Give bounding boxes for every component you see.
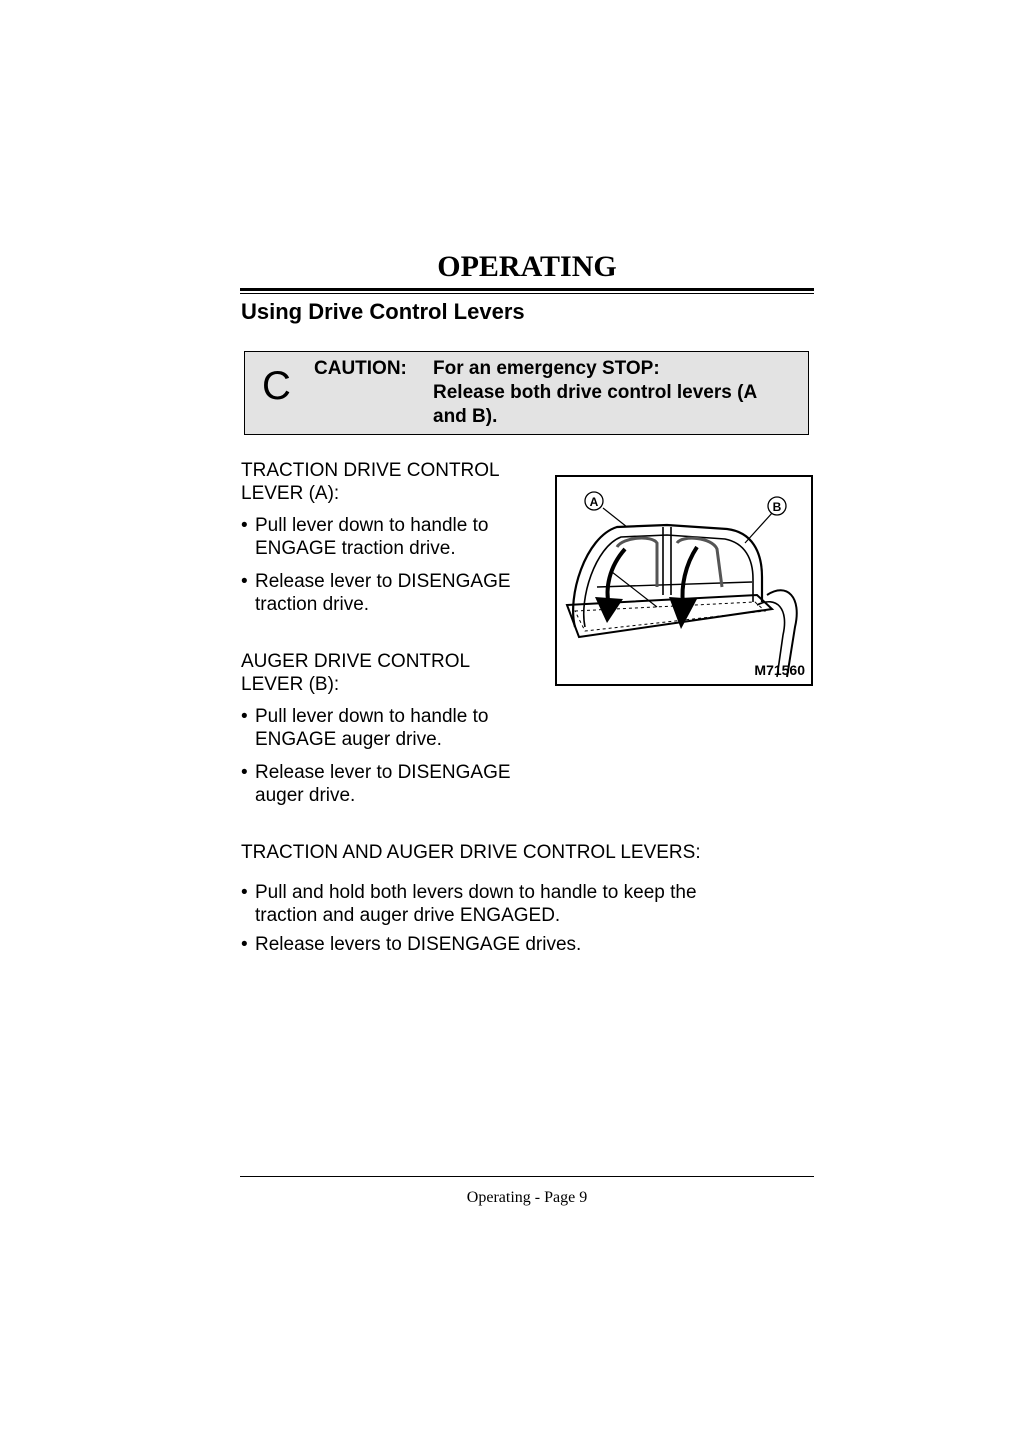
both-bullet-2: Release levers to DISENGAGE drives. <box>255 934 582 955</box>
callout-b: B <box>772 500 782 514</box>
lever-illustration <box>555 475 813 686</box>
caution-label: CAUTION: <box>314 358 407 379</box>
bullet-icon: • <box>241 882 248 903</box>
caution-line-2: Release both drive control levers (A and B). <box>433 382 757 427</box>
traction-bullet-1: Pull lever down to handle to ENGAGE traction drive. <box>255 515 489 559</box>
traction-bullet-2: Release lever to DISENGAGE traction drive. <box>255 571 511 615</box>
footer-rule <box>240 1176 814 1177</box>
list-item <box>241 570 531 616</box>
handlebar-drawing <box>557 477 811 684</box>
list-item <box>241 705 531 751</box>
bullet-icon: • <box>241 934 248 955</box>
auger-bullet-2: Release lever to DISENGAGE auger drive. <box>255 762 511 806</box>
section-title: OPERATING <box>437 250 617 283</box>
list-item <box>241 881 731 927</box>
caution-text <box>433 357 793 429</box>
page-subheading: Using Drive Control Levers <box>241 299 525 324</box>
both-levers-heading: TRACTION AND AUGER DRIVE CONTROL LEVERS: <box>241 842 701 863</box>
caution-line-1: For an emergency STOP: <box>433 358 660 379</box>
list-item <box>241 761 541 807</box>
callout-a: A <box>589 495 599 509</box>
both-bullet-1: Pull and hold both levers down to handle to keep the traction and auger drive ENGAGED. <box>255 882 697 926</box>
bullet-icon: • <box>241 571 248 592</box>
bullet-icon: • <box>241 515 248 536</box>
bullet-icon: • <box>241 762 248 783</box>
auger-bullet-1: Pull lever down to handle to ENGAGE auger drive. <box>255 706 489 750</box>
traction-heading: TRACTION DRIVE CONTROL LEVER (A): <box>241 460 499 504</box>
bullet-icon: • <box>241 706 248 727</box>
figure-code: M71560 <box>754 662 805 678</box>
caution-icon: C <box>262 364 291 408</box>
page-footer: Operating - Page 9 <box>466 1189 588 1206</box>
auger-heading: AUGER DRIVE CONTROL LEVER (B): <box>241 651 470 695</box>
header-rule-thick <box>240 288 814 291</box>
header-rule-thin <box>240 293 814 294</box>
list-item <box>241 933 731 956</box>
list-item <box>241 514 531 560</box>
